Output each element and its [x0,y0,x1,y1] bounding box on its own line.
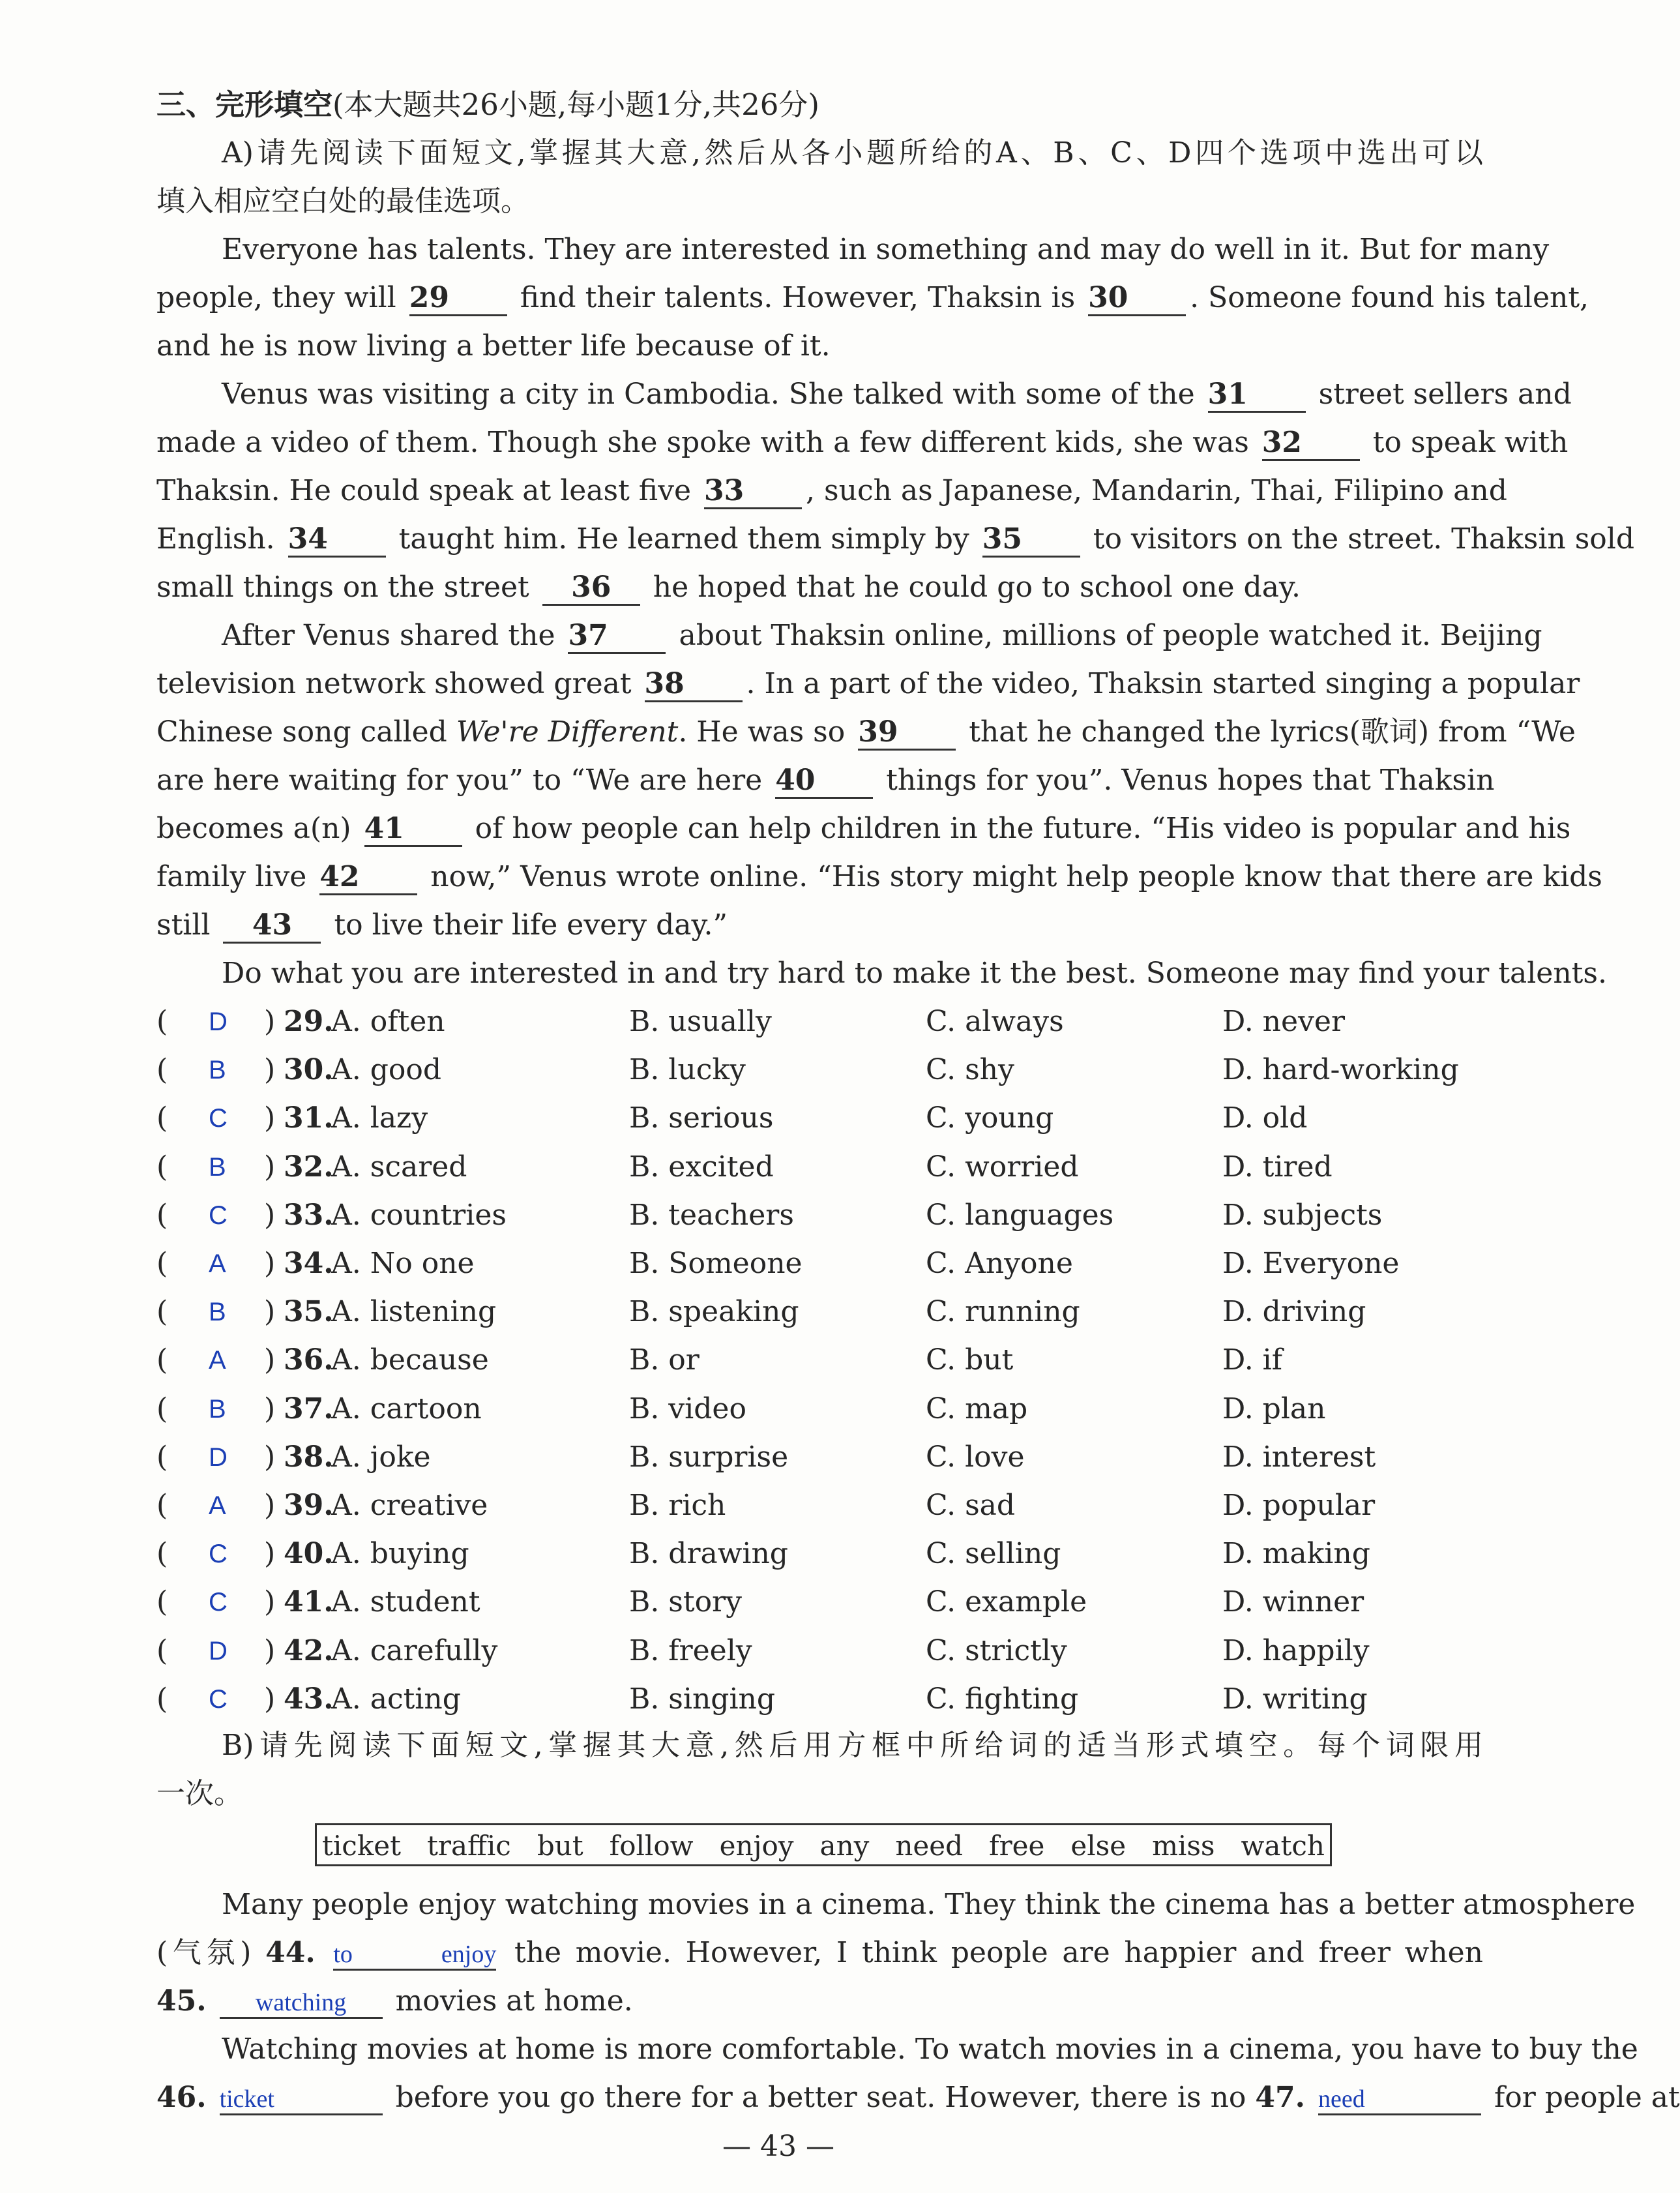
answer-choice[interactable]: C [209,1540,228,1569]
answer-choice[interactable]: B [209,1152,226,1182]
option-c[interactable]: C. strictly [926,1634,1067,1667]
answer-45[interactable]: watching [220,1988,383,2019]
blank-32: 32 [1262,426,1360,461]
option-b[interactable]: B. usually [629,1005,772,1038]
option-b[interactable]: B. surprise [629,1440,789,1474]
section-title: 三、完形填空 [156,87,333,122]
question-number: 35. [284,1295,334,1329]
passage-b-line: Many people enjoy watching movies in a cinema. They think the cinema has a better atmosphere [222,1888,1636,1921]
bracket-open: ( [156,1537,168,1571]
option-b[interactable]: B. excited [629,1150,774,1184]
blank-35: 35 [982,523,1080,558]
blank-41: 41 [364,813,462,847]
question-number-text: 35 [284,1295,324,1329]
blank-38: 38 [645,668,743,702]
section-note: (本大题共26小题,每小题1分,共26分) [332,87,819,122]
answer-choice[interactable]: B [209,1056,226,1085]
option-d[interactable]: D. hard-working [1222,1053,1459,1087]
option-a[interactable]: A. joke [331,1440,431,1474]
option-d[interactable]: D. popular [1222,1489,1376,1522]
passage-line: Do what you are interested in and try hard to make it the best. Someone may find your talents. [222,957,1607,990]
answer-choice[interactable]: C [209,1104,228,1133]
option-b[interactable]: B. story [629,1585,742,1619]
bracket-open: ( [156,1585,168,1619]
page-number: — 43 — [722,2130,834,2163]
passage-line: small things on the street 36 he hoped that he could go to school one day. [156,563,1483,612]
option-d[interactable]: D. Everyone [1222,1247,1400,1280]
option-c[interactable]: C. fighting [926,1682,1079,1716]
question-number-text: 29 [284,1005,324,1038]
bracket-open: ( [156,1489,168,1522]
option-a[interactable]: A. countries [331,1198,507,1232]
question-number-text: 39 [284,1489,324,1522]
bracket-close: ) [264,1489,276,1522]
option-b[interactable]: B. freely [629,1634,752,1667]
passage-line: family live 42 now,” Venus wrote online. “His story might help people know that there are kids [156,853,1483,901]
option-a[interactable]: A. No one [331,1247,475,1280]
question-number-text: 31 [284,1101,324,1135]
part-b-instruction: B)请先阅读下面短文,掌握其大意,然后用方框中所给词的适当形式填空。每个词限用 [222,1729,1483,1762]
part-a-instruction-cont: 填入相应空白处的最佳选项。 [156,185,529,218]
option-b[interactable]: B. singing [629,1682,776,1716]
passage-line: Venus was visiting a city in Cambodia. She talked with some of the 31 street sellers and [222,370,1483,419]
question-number: 30. [284,1053,334,1087]
option-b[interactable]: B. drawing [629,1537,788,1571]
option-d[interactable]: D. interest [1222,1440,1376,1474]
bracket-close: ) [264,1150,276,1184]
q44-number: 44. [265,1936,316,1969]
answer-choice[interactable]: A [209,1249,226,1278]
q45-number: 45. [156,1984,207,2018]
answer-47[interactable]: need [1318,2085,1481,2115]
answer-choice[interactable]: A [209,1346,226,1375]
answer-choice[interactable]: D [209,1442,228,1472]
question-number-text: 41 [284,1585,324,1619]
bracket-open: ( [156,1005,168,1038]
option-c[interactable]: C. example [926,1585,1087,1619]
question-number-text: 43 [284,1682,324,1716]
word-box-item: follow [609,1830,694,1862]
option-c[interactable]: C. worried [926,1150,1079,1184]
bracket-close: ) [264,1198,276,1232]
word-box-item: but [537,1830,583,1862]
question-number-text: 40 [284,1537,324,1571]
word-box-item: miss [1152,1830,1215,1862]
option-a[interactable]: A. often [331,1005,445,1038]
question-number: 38. [284,1440,334,1474]
question-number-text: 42 [284,1634,324,1667]
option-b[interactable]: B. or [629,1343,700,1377]
bracket-open: ( [156,1247,168,1280]
question-number-text: 38 [284,1440,324,1474]
option-d[interactable]: D. driving [1222,1295,1366,1329]
question-number: 40. [284,1537,334,1571]
word-box-item: free [989,1830,1045,1862]
question-number: 31. [284,1101,334,1135]
word-box-item: else [1070,1830,1127,1862]
bracket-close: ) [264,1247,276,1280]
word-box-item: need [895,1830,964,1862]
option-d[interactable]: D. making [1222,1537,1370,1571]
blank-42: 42 [319,861,417,895]
option-c[interactable]: C. map [926,1392,1028,1425]
passage-line: Thaksin. He could speak at least five 33 , such as Japanese, Mandarin, Thai, Filipino and [156,467,1483,515]
option-b[interactable]: B. serious [629,1101,774,1135]
bracket-open: ( [156,1440,168,1474]
bracket-open: ( [156,1343,168,1377]
option-a[interactable]: A. scared [331,1150,467,1184]
passage-b-line: 46. ticket before you go there for a better seat. However, there is no 47. need for people at [156,2081,1680,2114]
bracket-close: ) [264,1343,276,1377]
part-b-instruction-cont: 一次。 [156,1777,243,1810]
bracket-open: ( [156,1150,168,1184]
blank-40: 40 [775,764,873,799]
question-number: 34. [284,1247,334,1280]
option-b[interactable]: B. video [629,1392,746,1425]
bracket-open: ( [156,1198,168,1232]
option-a[interactable]: A. because [331,1343,489,1377]
answer-choice[interactable]: D [209,1636,228,1665]
option-c[interactable]: C. always [926,1005,1064,1038]
option-a[interactable]: A. carefully [331,1634,498,1667]
option-c[interactable]: C. but [926,1343,1014,1377]
option-b[interactable]: B. rich [629,1489,726,1522]
bracket-close: ) [264,1295,276,1329]
bracket-open: ( [156,1392,168,1425]
word-box-item: enjoy [719,1830,794,1862]
word-box-item: watch [1241,1830,1325,1862]
bracket-close: ) [264,1585,276,1619]
word-box [315,1823,1332,1866]
blank-37: 37 [568,619,666,654]
passage-line: becomes a(n) 41 of how people can help children in the future. “His video is popular and his [156,805,1483,853]
blank-30: 30 [1088,282,1186,316]
passage-line: still 43 to live their life every day.” [156,901,1483,949]
passage-b-line: 45. watching movies at home. [156,1984,633,2018]
bracket-close: ) [264,1005,276,1038]
bracket-close: ) [264,1634,276,1667]
blank-31: 31 [1208,378,1306,413]
answer-choice[interactable]: C [209,1588,228,1617]
option-b[interactable]: B. speaking [629,1295,799,1329]
answer-46[interactable]: ticket [220,2085,383,2115]
option-b[interactable]: B. teachers [629,1198,794,1232]
option-d[interactable]: D. writing [1222,1682,1368,1716]
option-a[interactable]: A. cartoon [331,1392,482,1425]
option-d[interactable]: D. never [1222,1005,1345,1038]
question-number: 29. [284,1005,334,1038]
option-d[interactable]: D. winner [1222,1585,1364,1619]
blank-36: 36 [542,571,640,606]
option-c[interactable]: C. shy [926,1053,1014,1087]
option-c[interactable]: C. Anyone [926,1247,1073,1280]
bracket-open: ( [156,1634,168,1667]
answer-choice[interactable]: A [209,1491,226,1520]
passage-line: people, they will 29 find their talents. However, Thaksin is 30 . Someone found his talent, [156,274,1483,322]
blank-29: 29 [409,282,507,316]
word-box-item: any [819,1830,870,1862]
answer-choice[interactable]: B [209,1298,226,1327]
option-b[interactable]: B. Someone [629,1247,803,1280]
option-c[interactable]: C. sad [926,1489,1016,1522]
option-c[interactable]: C. running [926,1295,1080,1329]
option-d[interactable]: D. if [1222,1343,1283,1377]
question-number: 43. [284,1682,334,1716]
bracket-close: ) [264,1053,276,1087]
question-number-text: 32 [284,1150,324,1184]
question-number-text: 36 [284,1343,324,1377]
option-a[interactable]: A. lazy [331,1101,428,1135]
blank-34: 34 [288,523,386,558]
bracket-open: ( [156,1295,168,1329]
passage-b-line: (气氛) 44. to enjoy the movie. However, I think people are happier and freer when [156,1936,1483,1969]
bracket-open: ( [156,1682,168,1716]
question-number: 33. [284,1198,334,1232]
option-d[interactable]: D. plan [1222,1392,1326,1425]
option-d[interactable]: D. old [1222,1101,1308,1135]
question-number-text: 34 [284,1247,324,1280]
bracket-close: ) [264,1440,276,1474]
question-number: 37. [284,1392,334,1425]
answer-choice[interactable]: C [209,1201,228,1230]
question-number: 32. [284,1150,334,1184]
q47-number: 47. [1255,2081,1305,2114]
option-b[interactable]: B. lucky [629,1053,746,1087]
question-number-text: 37 [284,1392,324,1425]
option-a[interactable]: A. student [331,1585,480,1619]
passage-line: television network showed great 38 . In a part of the video, Thaksin started singing a popular [156,660,1483,708]
word-box-item: traffic [427,1830,511,1862]
passage-line: After Venus shared the 37 about Thaksin online, millions of people watched it. Beijing [222,612,1483,660]
option-a[interactable]: A. buying [331,1537,469,1571]
passage-line: Chinese song called We're Different. He was so 39 that he changed the lyrics(歌词) from “We [156,708,1483,756]
question-number-text: 30 [284,1053,324,1087]
part-a-instruction: A)请先阅读下面短文,掌握其大意,然后从各小题所给的A、B、C、D四个选项中选出可以 [222,136,1483,170]
option-a[interactable]: A. good [331,1053,442,1087]
passage-b-line: Watching movies at home is more comfortable. To watch movies in a cinema, you have to buy the [222,2033,1638,2066]
bracket-close: ) [264,1682,276,1716]
question-number: 39. [284,1489,334,1522]
passage-line: made a video of them. Though she spoke with a few different kids, she was 32 to speak with [156,419,1483,467]
option-c[interactable]: C. languages [926,1198,1114,1232]
blank-33: 33 [704,475,802,509]
question-number: 42. [284,1634,334,1667]
option-c[interactable]: C. young [926,1101,1054,1135]
song-title: We're Different [456,715,679,749]
question-number: 36. [284,1343,334,1377]
bracket-close: ) [264,1101,276,1135]
blank-43: 43 [223,909,321,944]
passage-line: Everyone has talents. They are interested in something and may do well in it. But for many [222,233,1550,266]
answer-choice[interactable]: C [209,1684,228,1714]
option-c[interactable]: C. selling [926,1537,1061,1571]
option-c[interactable]: C. love [926,1440,1025,1474]
option-d[interactable]: D. happily [1222,1634,1370,1667]
question-number: 41. [284,1585,334,1619]
option-a[interactable]: A. acting [331,1682,461,1716]
answer-choice[interactable]: D [209,1007,228,1036]
section-header [156,81,1483,129]
option-d[interactable]: D. tired [1222,1150,1333,1184]
answer-choice[interactable]: B [209,1394,226,1424]
passage-line: are here waiting for you” to “We are here 40 things for you”. Venus hopes that Thaksin [156,756,1483,805]
q46-number: 46. [156,2081,207,2114]
option-a[interactable]: A. creative [331,1489,488,1522]
passage-line: and he is now living a better life because of it. [156,329,831,363]
option-d[interactable]: D. subjects [1222,1198,1383,1232]
bracket-open: ( [156,1053,168,1087]
question-number-text: 33 [284,1198,324,1232]
option-a[interactable]: A. listening [331,1295,497,1329]
bracket-close: ) [264,1392,276,1425]
answer-44[interactable]: to enjoy [333,1940,496,1971]
bracket-open: ( [156,1101,168,1135]
passage-line: English. 34 taught him. He learned them simply by 35 to visitors on the street. Thaksin sold [156,515,1483,563]
word-box-item: ticket [322,1830,402,1862]
bracket-close: ) [264,1537,276,1571]
blank-39: 39 [858,716,956,751]
